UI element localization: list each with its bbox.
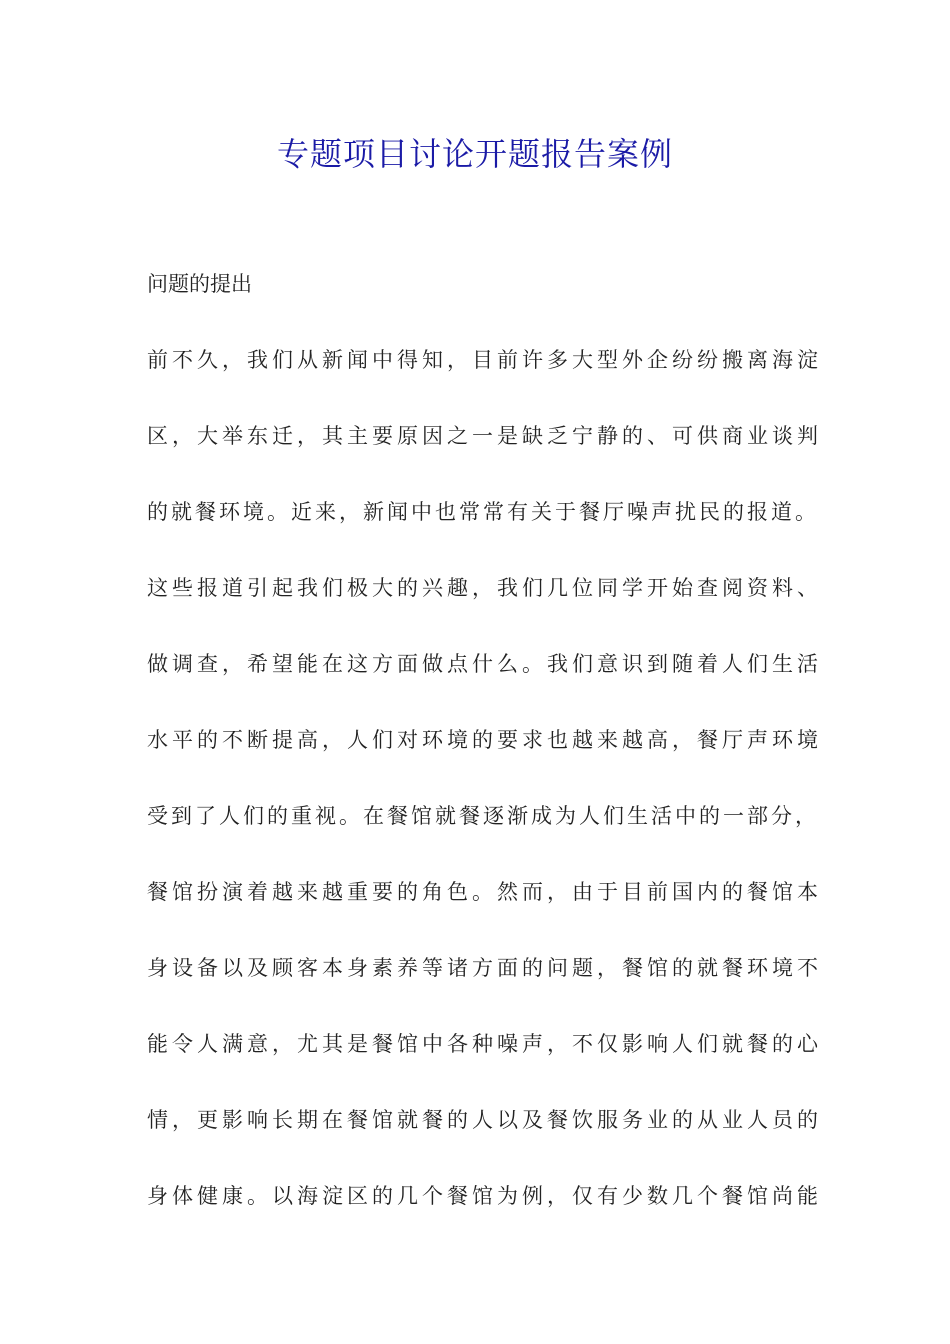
text-line: 前不久，我们从新闻中得知，目前许多大型外企纷纷搬离海淀 <box>147 348 822 372</box>
text-line: 做调查，希望能在这方面做点什么。我们意识到随着人们生活 <box>147 652 822 676</box>
text-line: 身体健康。以海淀区的几个餐馆为例，仅有少数几个餐馆尚能 <box>147 1184 822 1208</box>
text-line: 这些报道引起我们极大的兴趣，我们几位同学开始查阅资料、 <box>147 576 822 600</box>
text-line: 水平的不断提高，人们对环境的要求也越来越高，餐厅声环境 <box>147 728 822 752</box>
text-line: 区，大举东迁，其主要原因之一是缺乏宁静的、可供商业谈判 <box>147 424 822 448</box>
text-line: 的就餐环境。近来，新闻中也常常有关于餐厅噪声扰民的报道。 <box>147 500 819 524</box>
section-heading: 问题的提出 <box>147 272 252 296</box>
body-text <box>147 342 822 1254</box>
document-title: 专题项目讨论开题报告案例 <box>276 135 673 173</box>
text-line: 受到了人们的重视。在餐馆就餐逐渐成为人们生活中的一部分， <box>147 804 819 828</box>
text-line: 餐馆扮演着越来越重要的角色。然而，由于目前国内的餐馆本 <box>147 880 822 904</box>
text-line: 能令人满意，尤其是餐馆中各种噪声，不仅影响人们就餐的心 <box>147 1032 822 1056</box>
text-line: 身设备以及顾客本身素养等诸方面的问题，餐馆的就餐环境不 <box>147 956 822 980</box>
text-line: 情，更影响长期在餐馆就餐的人以及餐饮服务业的从业人员的 <box>147 1108 822 1132</box>
